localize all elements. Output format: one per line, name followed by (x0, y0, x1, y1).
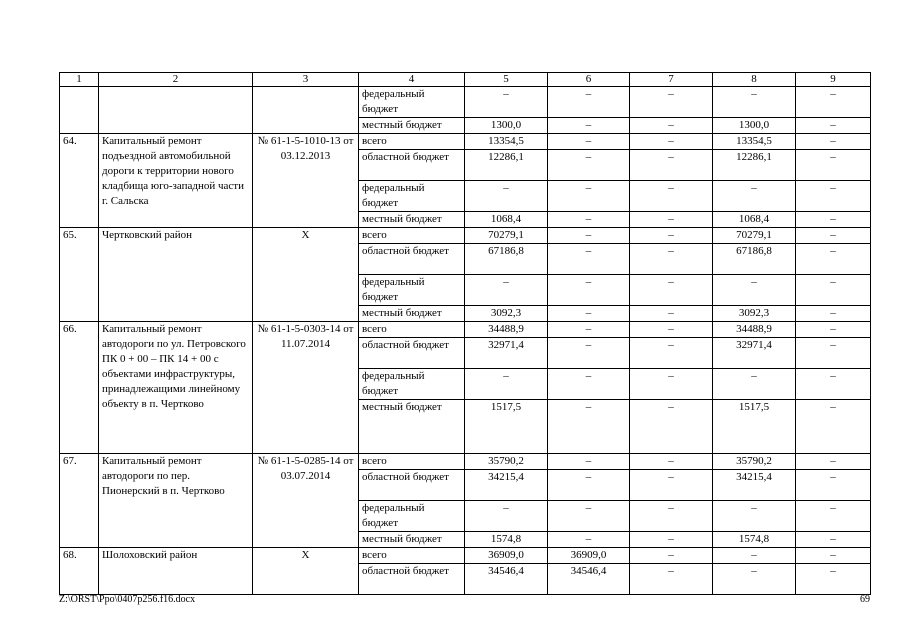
value-col-9: – (796, 338, 871, 369)
col-header-5: 5 (465, 73, 548, 87)
budget-kind: областной бюджет (359, 338, 465, 369)
table-row (60, 134, 871, 150)
value-col-9: – (796, 181, 871, 212)
value-col-6: – (548, 369, 630, 400)
budget-kind: местный бюджет (359, 306, 465, 322)
value-col-5: 35790,2 (465, 454, 548, 470)
value-col-7: – (630, 150, 713, 181)
page-number: 69 (860, 594, 870, 605)
budget-kind: всего (359, 134, 465, 150)
value-col-7: – (630, 275, 713, 306)
value-col-7: – (630, 501, 713, 532)
budget-kind: всего (359, 228, 465, 244)
value-col-6: – (548, 454, 630, 470)
value-col-5: 1574,8 (465, 532, 548, 548)
table-row (60, 548, 871, 564)
value-col-8: 32971,4 (713, 338, 796, 369)
value-col-8: – (713, 87, 796, 118)
budget-kind: всего (359, 548, 465, 564)
value-col-9: – (796, 369, 871, 400)
col-header-2: 2 (99, 73, 253, 87)
value-col-7: – (630, 134, 713, 150)
col-header-3: 3 (253, 73, 359, 87)
value-col-5: 32971,4 (465, 338, 548, 369)
value-col-6: 34546,4 (548, 564, 630, 595)
table-row (60, 228, 871, 244)
value-col-5: 13354,5 (465, 134, 548, 150)
value-col-7: – (630, 454, 713, 470)
value-col-8: – (713, 548, 796, 564)
budget-table (59, 72, 871, 595)
value-col-6: – (548, 212, 630, 228)
value-col-9: – (796, 87, 871, 118)
budget-kind: федеральный бюджет (359, 501, 465, 532)
value-col-7: – (630, 228, 713, 244)
value-col-5: 36909,0 (465, 548, 548, 564)
budget-kind: федеральный бюджет (359, 181, 465, 212)
value-col-5: 67186,8 (465, 244, 548, 275)
value-col-8: 1517,5 (713, 400, 796, 454)
budget-kind: местный бюджет (359, 212, 465, 228)
value-col-6: – (548, 470, 630, 501)
value-col-6: – (548, 400, 630, 454)
value-col-7: – (630, 548, 713, 564)
value-col-6: – (548, 532, 630, 548)
value-col-9: – (796, 501, 871, 532)
value-col-6: – (548, 306, 630, 322)
value-col-5: – (465, 369, 548, 400)
value-col-9: – (796, 322, 871, 338)
value-col-6: – (548, 322, 630, 338)
value-col-6: – (548, 338, 630, 369)
value-col-8: 70279,1 (713, 228, 796, 244)
value-col-7: – (630, 338, 713, 369)
value-col-8: – (713, 275, 796, 306)
value-col-5: 12286,1 (465, 150, 548, 181)
file-path: Z:\ORST\Ppo\0407p256.f16.docx (59, 594, 196, 605)
value-col-5: 34488,9 (465, 322, 548, 338)
value-col-7: – (630, 532, 713, 548)
value-col-9: – (796, 454, 871, 470)
value-col-9: – (796, 150, 871, 181)
value-col-6: – (548, 134, 630, 150)
col-header-1: 1 (60, 73, 99, 87)
value-col-9: – (796, 134, 871, 150)
value-col-5: 70279,1 (465, 228, 548, 244)
value-col-9: – (796, 548, 871, 564)
object-name: Чертковский район (99, 228, 253, 322)
row-number: 64. (60, 134, 99, 228)
value-col-7: – (630, 212, 713, 228)
budget-kind: федеральный бюджет (359, 87, 465, 118)
document-number: Х (253, 548, 359, 595)
value-col-7: – (630, 322, 713, 338)
value-col-8: 34215,4 (713, 470, 796, 501)
row-number: 65. (60, 228, 99, 322)
value-col-7: – (630, 87, 713, 118)
value-col-6: – (548, 150, 630, 181)
value-col-9: – (796, 470, 871, 501)
value-col-7: – (630, 118, 713, 134)
value-col-5: 34546,4 (465, 564, 548, 595)
col-header-4: 4 (359, 73, 465, 87)
budget-kind: областной бюджет (359, 244, 465, 275)
row-number (60, 87, 99, 134)
value-col-5: 1300,0 (465, 118, 548, 134)
value-col-9: – (796, 532, 871, 548)
value-col-8: 35790,2 (713, 454, 796, 470)
object-name: Капитальный ремонт автодороги по пер. Пионерский в п. Чертково (99, 454, 253, 548)
value-col-8: 67186,8 (713, 244, 796, 275)
col-header-6: 6 (548, 73, 630, 87)
value-col-7: – (630, 470, 713, 501)
value-col-6: – (548, 87, 630, 118)
value-col-9: – (796, 212, 871, 228)
object-name (99, 87, 253, 134)
value-col-9: – (796, 228, 871, 244)
value-col-6: – (548, 118, 630, 134)
table-row (60, 322, 871, 338)
value-col-7: – (630, 564, 713, 595)
value-col-5: – (465, 181, 548, 212)
value-col-8: 34488,9 (713, 322, 796, 338)
table-row (60, 454, 871, 470)
value-col-8: 3092,3 (713, 306, 796, 322)
value-col-7: – (630, 181, 713, 212)
budget-kind: областной бюджет (359, 150, 465, 181)
value-col-8: 1300,0 (713, 118, 796, 134)
budget-kind: федеральный бюджет (359, 275, 465, 306)
budget-kind: местный бюджет (359, 532, 465, 548)
document-number: № 61-1-5-0303-14 от 11.07.2014 (253, 322, 359, 454)
value-col-6: – (548, 244, 630, 275)
object-name: Капитальный ремонт автодороги по ул. Петровского ПК 0 + 00 – ПК 14 + 00 с объектами инфраструктуры, принадлежащими линейному объекту в п. Чертково (99, 322, 253, 454)
value-col-8: – (713, 181, 796, 212)
budget-kind: областной бюджет (359, 564, 465, 595)
value-col-9: – (796, 306, 871, 322)
table-row (60, 87, 871, 118)
value-col-7: – (630, 369, 713, 400)
value-col-9: – (796, 118, 871, 134)
value-col-9: – (796, 275, 871, 306)
value-col-7: – (630, 244, 713, 275)
value-col-5: 1068,4 (465, 212, 548, 228)
value-col-6: – (548, 181, 630, 212)
budget-kind: всего (359, 322, 465, 338)
value-col-6: – (548, 275, 630, 306)
col-header-7: 7 (630, 73, 713, 87)
value-col-9: – (796, 244, 871, 275)
value-col-8: 12286,1 (713, 150, 796, 181)
budget-kind: областной бюджет (359, 470, 465, 501)
value-col-8: 13354,5 (713, 134, 796, 150)
row-number: 67. (60, 454, 99, 548)
budget-kind: всего (359, 454, 465, 470)
value-col-8: 1068,4 (713, 212, 796, 228)
value-col-8: – (713, 501, 796, 532)
budget-kind: федеральный бюджет (359, 369, 465, 400)
value-col-7: – (630, 400, 713, 454)
document-number: № 61-1-5-1010-13 от 03.12.2013 (253, 134, 359, 228)
value-col-5: 34215,4 (465, 470, 548, 501)
document-number: Х (253, 228, 359, 322)
value-col-6: 36909,0 (548, 548, 630, 564)
value-col-9: – (796, 400, 871, 454)
value-col-6: – (548, 228, 630, 244)
row-number: 66. (60, 322, 99, 454)
row-number: 68. (60, 548, 99, 595)
document-number (253, 87, 359, 134)
header-row (60, 73, 871, 87)
value-col-7: – (630, 306, 713, 322)
value-col-8: – (713, 564, 796, 595)
value-col-5: – (465, 87, 548, 118)
col-header-9: 9 (796, 73, 871, 87)
value-col-9: – (796, 564, 871, 595)
object-name: Шолоховский район (99, 548, 253, 595)
value-col-5: – (465, 275, 548, 306)
budget-kind: местный бюджет (359, 400, 465, 454)
value-col-5: 3092,3 (465, 306, 548, 322)
budget-kind: местный бюджет (359, 118, 465, 134)
value-col-5: 1517,5 (465, 400, 548, 454)
col-header-8: 8 (713, 73, 796, 87)
object-name: Капитальный ремонт подъездной автомобильной дороги к территории нового кладбища юго-западной части г. Сальска (99, 134, 253, 228)
value-col-6: – (548, 501, 630, 532)
value-col-5: – (465, 501, 548, 532)
value-col-8: – (713, 369, 796, 400)
document-number: № 61-1-5-0285-14 от 03.07.2014 (253, 454, 359, 548)
value-col-8: 1574,8 (713, 532, 796, 548)
